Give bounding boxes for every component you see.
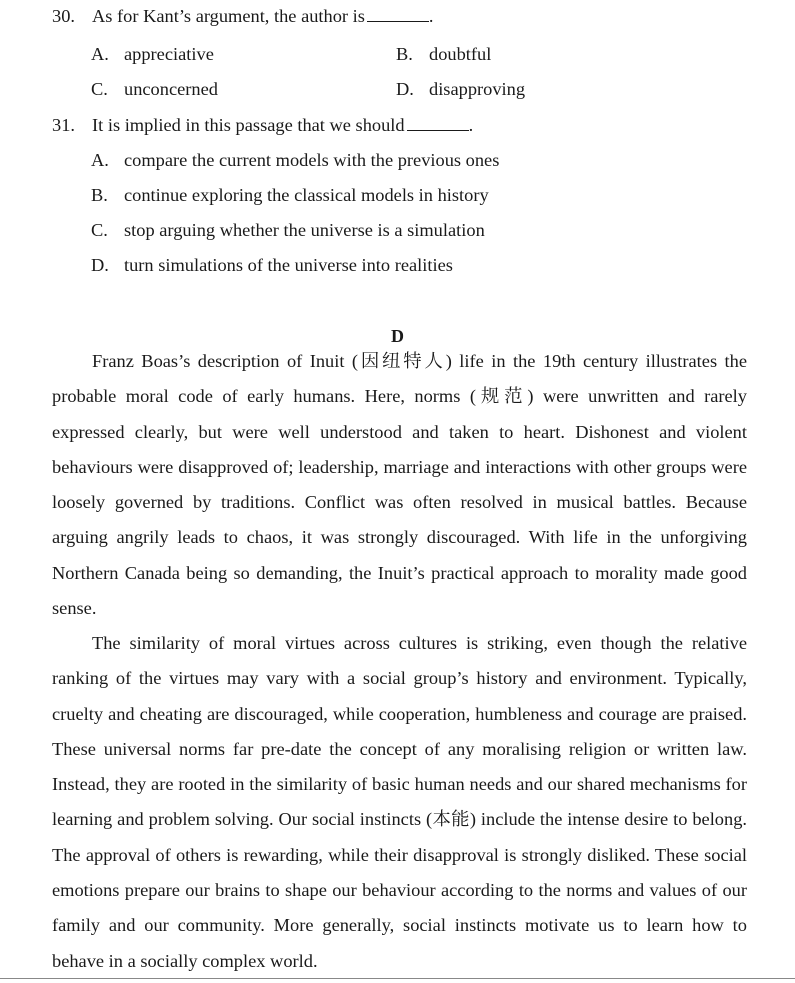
option-text: stop arguing whether the universe is a simulation	[124, 220, 485, 240]
option-31-a[interactable]	[91, 150, 499, 171]
answer-blank	[407, 116, 469, 131]
option-text: turn simulations of the universe into realities	[124, 255, 453, 275]
question-number: 30.	[52, 6, 75, 26]
option-letter: C.	[91, 220, 108, 240]
option-30-c[interactable]	[91, 79, 218, 100]
question-number: 31.	[52, 115, 75, 135]
passage-paragraph-1: Franz Boas’s description of Inuit (因纽特人) life in the 19th century illustrates the probable moral code of early humans. Here, norms (规范) were unwritten and rarely expressed clearly, but were well understood and taken to heart. Dishonest and violent behaviours were disapproved of; leadership, marriage and interactions with other groups were loosely governed by traditions. Conflict was often resolved in musical battles. Because arguing angrily leads to chaos, it was strongly discouraged. With life in the unforgiving Northern Canada being so demanding, the Inuit’s practical approach to morality made good sense.	[52, 351, 747, 619]
passage-paragraph-2: The similarity of moral virtues across cultures is striking, even though the relative ranking of the virtues may vary with a social group’s history and environment. Typically, cruelty and cheating are discouraged, while cooperation, humbleness and courage are praised. These universal norms far pre-date the concept of any moralising religion or written law. Instead, they are rooted in the similarity of basic human needs and our shared mechanisms for learning and problem solving. Our social instincts (本能) include the intense desire to belong. The approval of others is rewarding, while their disapproval is strongly disliked. These social emotions prepare our brains to shape our behaviour according to the norms and values of our family and our community. More generally, social instincts motivate us to learn how to behave in a socially complex world.	[52, 633, 747, 971]
option-text: continue exploring the classical models in history	[124, 185, 489, 205]
question-stem: It is implied in this passage that we should	[92, 115, 405, 135]
option-letter: B.	[396, 44, 413, 64]
question-end: .	[468, 115, 474, 135]
option-text: doubtful	[429, 44, 492, 64]
question-end: .	[428, 6, 434, 26]
page-edge-divider	[0, 978, 795, 979]
option-31-b[interactable]	[91, 185, 489, 206]
answer-blank	[367, 7, 429, 22]
question-stem: As for Kant’s argument, the author is	[92, 6, 365, 26]
option-31-d[interactable]	[91, 255, 453, 276]
option-letter: D.	[396, 79, 414, 99]
option-text: unconcerned	[124, 79, 218, 99]
option-30-d[interactable]	[396, 79, 525, 100]
question-31	[52, 115, 473, 136]
question-30	[52, 6, 434, 27]
option-text: disapproving	[429, 79, 526, 99]
option-letter: B.	[91, 185, 108, 205]
option-30-b[interactable]	[396, 44, 491, 65]
section-heading: D	[391, 326, 404, 346]
option-letter: C.	[91, 79, 108, 99]
option-text: appreciative	[124, 44, 214, 64]
option-letter: D.	[91, 255, 109, 275]
option-letter: A.	[91, 150, 109, 170]
option-31-c[interactable]	[91, 220, 485, 241]
option-text: compare the current models with the previous ones	[124, 150, 500, 170]
option-30-a[interactable]	[91, 44, 214, 65]
option-letter: A.	[91, 44, 109, 64]
